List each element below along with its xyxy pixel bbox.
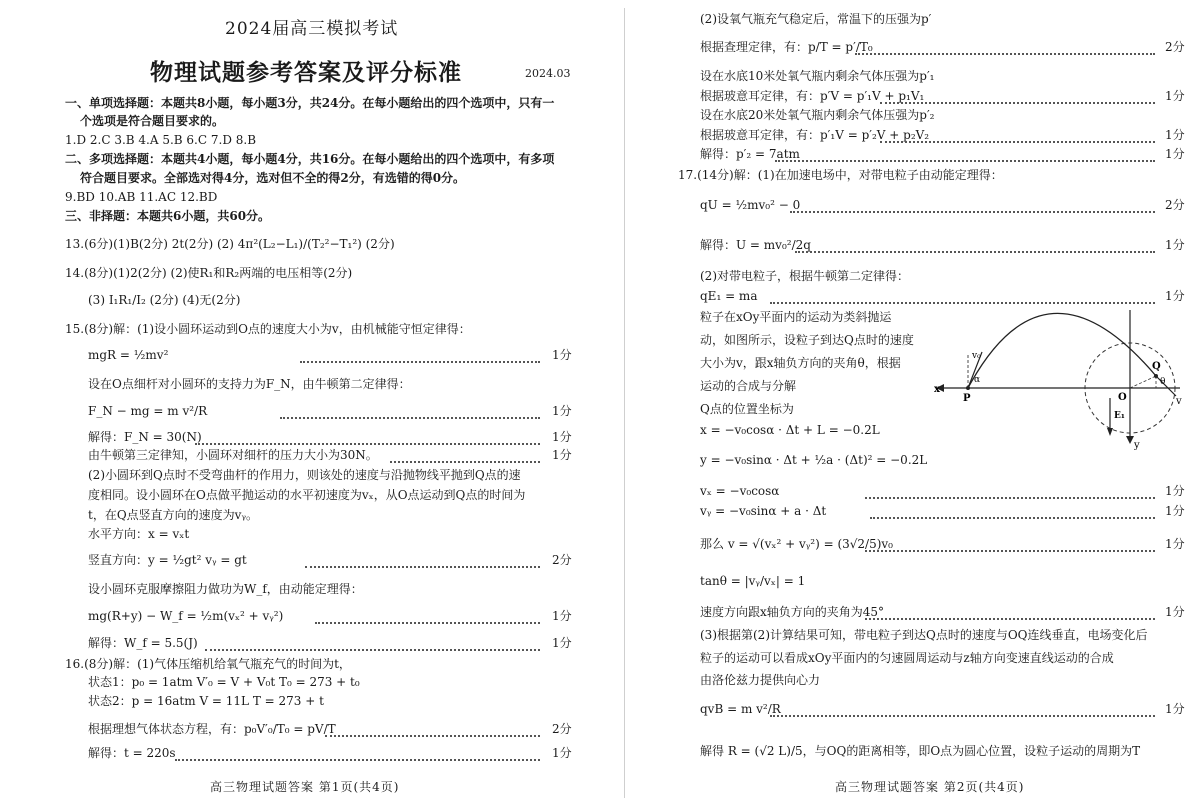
dot-leader xyxy=(195,431,540,445)
dot-leader xyxy=(855,41,1155,55)
q15-intro: 15.(8分)解：(1)设小圆环运动到O点的速度大小为v，由机械能守恒定律得： xyxy=(65,322,471,336)
dot-leader xyxy=(865,606,1155,620)
q17-eq-1: qU = ½mv₀² − 0 xyxy=(700,198,801,212)
section-1-heading: 一、单项选择题：本题共8小题，每小题3分，共24分。在每小题给出的四个选项中，只有一 xyxy=(65,96,555,110)
dot-leader xyxy=(390,449,540,463)
score-label: 1分 xyxy=(1165,537,1185,551)
dot-leader xyxy=(880,129,1155,143)
dot-leader xyxy=(775,148,1155,162)
dot-leader xyxy=(175,747,540,761)
projectile-motion-figure xyxy=(930,300,1190,450)
q17-eq-10: qvB = m v²/R xyxy=(700,702,781,716)
q15-eq-2: F_N − mg = m v²/R xyxy=(88,404,208,418)
q17-eq-8: 那么 v = √(vₓ² + vᵧ²) = (3√2/5)v₀ xyxy=(700,537,893,551)
dot-leader xyxy=(305,554,540,568)
label-v: v xyxy=(1176,396,1182,407)
score-label: 1分 xyxy=(1165,504,1185,518)
section-2-heading: 二、多项选择题：本题共4小题，每小题4分，共16分。在每小题给出的四个选项中，有多项 xyxy=(65,152,555,166)
document-date: 2024.03 xyxy=(525,67,571,80)
answer-14-part-3: (3) I₁R₁/I₂ (2分) (4)无(2分) xyxy=(88,293,241,307)
v-vector xyxy=(1156,376,1176,396)
score-label: 1分 xyxy=(552,746,572,760)
q15-eq-1: mgR = ½mv² xyxy=(88,348,169,362)
trajectory-curve xyxy=(968,313,1156,388)
score-label: 1分 xyxy=(552,609,572,623)
e1-arrow xyxy=(1107,428,1113,436)
label-theta: θ xyxy=(1160,377,1166,387)
label-e1: E₁ xyxy=(1114,411,1125,421)
q15-text-2: 由牛顿第三定律知，小圆环对细杆的压力大小为30N。 xyxy=(88,448,378,462)
dot-leader xyxy=(795,239,1155,253)
q17-eq-9: tanθ = |vᵧ/vₓ| = 1 xyxy=(700,574,806,588)
score-label: 1分 xyxy=(1165,89,1185,103)
y-axis-arrow xyxy=(1126,436,1134,444)
q17-text-3: 大小为v，跟x轴负方向的夹角θ，根据 xyxy=(700,356,901,370)
q15-text-4: 度相同。设小圆环在O点做平抛运动的水平初速度为vₓ，从O点运动到Q点的时间为 xyxy=(88,488,526,502)
right-page xyxy=(630,0,1200,806)
q17-eq-11: 解得 R = (√2 L)/5，与OQ的距离相等，即O点为圆心位置，设粒子运动的周期为T xyxy=(700,744,1141,758)
score-label: 2分 xyxy=(1165,40,1185,54)
score-label: 1分 xyxy=(1165,147,1185,161)
q16-eq-5: 根据玻意耳定律，有：p′₁V = p′₂V + p₂V₂ xyxy=(700,128,930,142)
score-label: 1分 xyxy=(1165,128,1185,142)
q16-part-2: (2)设氧气瓶充气稳定后，常温下的压强为p′ xyxy=(700,12,932,26)
score-label: 2分 xyxy=(552,553,572,567)
score-label: 1分 xyxy=(552,348,572,362)
section-3-heading: 三、非择题：本题共6小题，共60分。 xyxy=(65,209,271,223)
q17-eq-3: qE₁ = ma xyxy=(700,289,758,303)
q16-intro: 16.(8分)解：(1)气体压缩机给氧气瓶充气的时间为t， xyxy=(65,657,351,671)
page-footer: 高三物理试题答案 第1页(共4页) xyxy=(210,780,400,794)
dot-leader xyxy=(790,199,1155,213)
label-x: x xyxy=(934,384,940,395)
label-o: O xyxy=(1118,392,1127,403)
q16-eq-4: 根据玻意耳定律，有：p′V = p′₁V + p₁V₁ xyxy=(700,89,925,103)
q16-eq-6: 解得：p′₂ = 7atm xyxy=(700,147,800,161)
score-label: 1分 xyxy=(1165,289,1185,303)
q15-text-5: t，在Q点竖直方向的速度为vᵧ。 xyxy=(88,508,258,522)
dot-leader xyxy=(865,485,1155,499)
page-divider xyxy=(624,8,625,798)
answer-13: 13.(6分)(1)B(2分) 2t(2分) (2) 4π²(L₂−L₁)/(T₂²−T₁²) (2分) xyxy=(65,237,395,251)
point-p xyxy=(966,386,970,390)
q15-eq-7: 解得：W_f = 5.5(J) xyxy=(88,636,198,650)
q17-part-3-a: (3)根据第(2)计算结果可知，带电粒子到达Q点时的速度与OQ连线垂直，电场变化后 xyxy=(700,628,1148,642)
q17-eq-5: y = −v₀sinα · Δt + ½a · (Δt)² = −0.2L xyxy=(700,453,928,467)
answers-1-8: 1.D 2.C 3.B 4.A 5.B 6.C 7.D 8.B xyxy=(65,133,257,147)
q16-eq-2: 解得：t = 220s xyxy=(88,746,176,760)
q15-eq-5: 竖直方向：y = ½gt² vᵧ = gt xyxy=(88,553,247,567)
score-label: 1分 xyxy=(1165,702,1185,716)
score-label: 1分 xyxy=(552,636,572,650)
exam-title: 2024届高三模拟考试 xyxy=(225,19,399,39)
q15-text-6: 设小圆环克服摩擦阻力做功为W_f，由动能定理得： xyxy=(88,582,363,596)
score-label: 1分 xyxy=(1165,238,1185,252)
point-q xyxy=(1154,374,1158,378)
q17-text-5: Q点的位置坐标为 xyxy=(700,402,794,416)
q16-text-2: 设在水底20米处氧气瓶内剩余气体压强为p′₂ xyxy=(700,108,935,122)
oq-line xyxy=(1130,376,1156,388)
answer-14: 14.(8分)(1)2(2分) (2)使R₁和R₂两端的电压相等(2分) xyxy=(65,266,353,280)
label-q: Q xyxy=(1152,361,1161,372)
dot-leader xyxy=(770,703,1155,717)
label-alpha: α xyxy=(974,375,981,385)
dot-leader xyxy=(325,723,540,737)
q17-text-2: 动，如图所示，设粒子到达Q点时的速度 xyxy=(700,333,914,347)
q17-eq-4: x = −v₀cosα · Δt + L = −0.2L xyxy=(700,423,880,437)
q15-eq-3: 解得：F_N = 30(N) xyxy=(88,430,202,444)
q16-state-1: 状态1：p₀ = 1atm V′₀ = V + V₀t T₀ = 273 + t₀ xyxy=(88,675,360,689)
dot-leader xyxy=(870,505,1155,519)
q17-text-6: 速度方向跟x轴负方向的夹角为45° xyxy=(700,605,885,619)
q15-text-3: (2)小圆环到Q点时不受弯曲杆的作用力，则该处的速度与沿抛物线平抛到Q点的速 xyxy=(88,468,521,482)
dot-leader xyxy=(880,90,1155,104)
score-label: 1分 xyxy=(552,430,572,444)
q17-eq-7: vᵧ = −v₀sinα + a · Δt xyxy=(700,504,827,518)
q16-eq-1: 根据理想气体状态方程，有：p₀V′₀/T₀ = pV/T xyxy=(88,722,336,736)
q17-part-3-c: 由洛伦兹力提供向心力 xyxy=(700,673,821,687)
q17-text-1: 粒子在xOy平面内的运动为类斜抛运 xyxy=(700,310,892,324)
q17-part-2: (2)对带电粒子，根据牛顿第二定律得： xyxy=(700,269,909,283)
score-label: 2分 xyxy=(552,722,572,736)
q15-eq-6: mg(R+y) − W_f = ½m(vₓ² + vᵧ²) xyxy=(88,609,284,623)
q17-eq-2: 解得：U = mv₀²/2q xyxy=(700,238,811,252)
score-label: 2分 xyxy=(1165,198,1185,212)
page-footer: 高三物理试题答案 第2页(共4页) xyxy=(835,780,1025,794)
dot-leader xyxy=(300,349,540,363)
label-v0: v₀ xyxy=(972,351,981,361)
dot-leader xyxy=(205,637,540,651)
dot-leader xyxy=(280,405,540,419)
q17-intro: 17.(14分)解：(1)在加速电场中，对带电粒子由动能定理得： xyxy=(678,168,1003,182)
answers-9-12: 9.BD 10.AB 11.AC 12.BD xyxy=(65,190,218,204)
q15-text-1: 设在O点细杆对小圆环的支持力为F_N，由牛顿第二定律得： xyxy=(88,377,411,391)
q16-state-2: 状态2：p = 16atm V = 11L T = 273 + t xyxy=(88,694,324,708)
q17-text-4: 运动的合成与分解 xyxy=(700,379,797,393)
section-2-heading-cont: 符合题目要求。全部选对得4分，选对但不全的得2分，有选错的得0分。 xyxy=(80,171,466,185)
q15-eq-4: 水平方向：x = vₓt xyxy=(88,527,190,541)
q17-part-3-b: 粒子的运动可以看成xOy平面内的匀速圆周运动与z轴方向变速直线运动的合成 xyxy=(700,651,1114,665)
label-y: y xyxy=(1134,440,1140,450)
dot-leader xyxy=(315,610,540,624)
section-1-heading-cont: 个选项是符合题目要求的。 xyxy=(80,114,225,128)
dot-leader xyxy=(865,538,1155,552)
score-label: 1分 xyxy=(552,448,572,462)
label-p: P xyxy=(963,393,971,404)
q17-eq-6: vₓ = −v₀cosα xyxy=(700,484,780,498)
document-title: 物理试题参考答案及评分标准 xyxy=(150,59,462,86)
score-label: 1分 xyxy=(1165,605,1185,619)
q16-eq-3: 根据查理定律，有：p/T = p′/T₀ xyxy=(700,40,873,54)
score-label: 1分 xyxy=(1165,484,1185,498)
score-label: 1分 xyxy=(552,404,572,418)
q16-text-1: 设在水底10米处氧气瓶内剩余气体压强为p′₁ xyxy=(700,69,935,83)
